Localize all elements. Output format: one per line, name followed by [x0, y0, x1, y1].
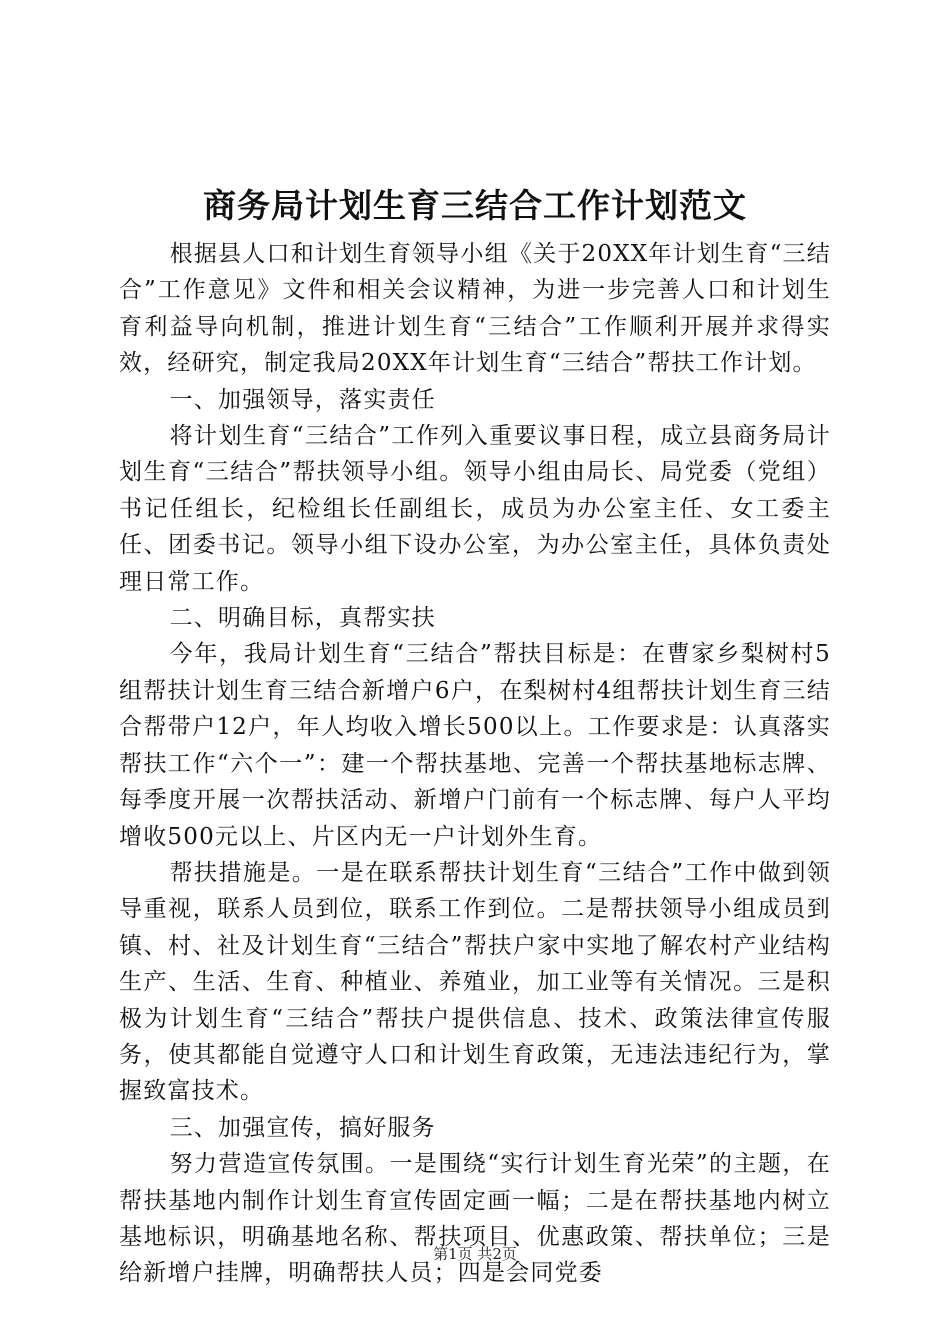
- section-heading-3: 三、加强宣传，搞好服务: [169, 1114, 436, 1141]
- paragraph-leadership: 将计划生育“三结合”工作列入重要议事日程，成立县商务局计划生育“三结合”帮扶领导小组。领导小组由局长、局党委（党组）书记任组长，纪检组长任副组长，成员为办公室主任、女工委主任、团委书记。领导小组下设办公室，为办公室主任，具体负责处理日常工作。: [119, 423, 831, 595]
- paragraph-intro: 根据县人口和计划生育领导小组《关于20XX年计划生育“三结合”工作意见》文件和相关会议精神，为进一步完善人口和计划生育利益导向机制，推进计划生育“三结合”工作顺利开展并求得实效，经研究，制定我局20XX年计划生育“三结合”帮扶工作计划。: [119, 241, 831, 377]
- section-heading-2: 二、明确目标，真帮实扶: [169, 605, 436, 632]
- paragraph-publicity: 努力营造宣传氛围。一是围绕“实行计划生育光荣”的主题，在帮扶基地内制作计划生育宣传固定画一幅；二是在帮扶基地内树立基地标识，明确基地名称、帮扶项目、优惠政策、帮扶单位；三是给新增户挂牌，明确帮扶人员；四是会同党委: [119, 1151, 831, 1287]
- document-title: 商务局计划生育三结合工作计划范文: [203, 186, 747, 225]
- paragraph-goals: 今年，我局计划生育“三结合”帮扶目标是：在曹家乡梨树村5组帮扶计划生育三结合新增户6户，在梨树村4组帮扶计划生育三结合帮带户12户，年人均收入增长500以上。工作要求是：认真落实帮扶工作“六个一”：建一个帮扶基地、完善一个帮扶基地标志牌、每季度开展一次帮扶活动、新增户门前有一个标志牌、每户人平均增收500元以上、片区内无一户计划外生育。: [119, 641, 831, 850]
- paragraph-measures: 帮扶措施是。一是在联系帮扶计划生育“三结合”工作中做到领导重视，联系人员到位，联系工作到位。二是帮扶领导小组成员到镇、村、社及计划生育“三结合”帮扶户家中实地了解农村产业结构生产、生活、生育、种植业、养殖业，加工业等有关情况。三是积极为计划生育“三结合”帮扶户提供信息、技术、政策法律宣传服务，使其都能自觉遵守人口和计划生育政策，无违法违纪行为，掌握致富技术。: [119, 859, 831, 1105]
- page-number-footer: 第1页 共2页: [433, 1245, 517, 1263]
- section-heading-1: 一、加强领导，落实责任: [169, 386, 436, 413]
- document-body: [119, 236, 831, 1292]
